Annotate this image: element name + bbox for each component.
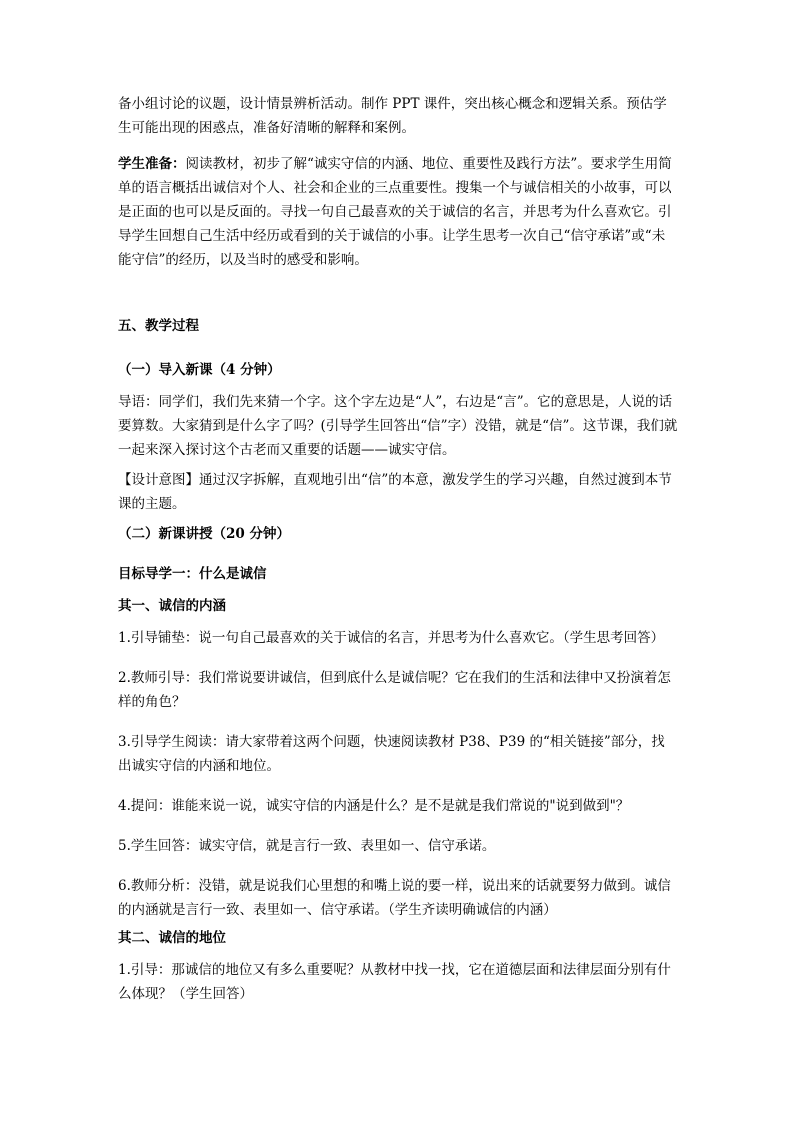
paragraph-intro-lead: 导语：同学们，我们先来猜一个字。这个字左边是“人”，右边是“言”。它的意思是，人说的话要算数。大家猜到是什么字了吗？(引导学生回答出“信”字）没错，就是“信”。这节课，我们就一起来深入探讨这个古老而又重要的话题——诚实守信。: [118, 394, 678, 458]
document-page: [118, 92, 678, 1022]
paragraph-student-prep: [118, 152, 678, 272]
subheading-new-lesson: （二）新课讲授（20 分钟）: [118, 526, 290, 542]
student-prep-label: 学生准备：: [118, 156, 186, 172]
paragraph-design-intent: 【设计意图】通过汉字拆解，直观地引出“信”的本意，激发学生的学习兴趣，自然过渡到本节课的主题。: [118, 472, 672, 512]
subheading-integrity-status: 其二、诚信的地位: [118, 930, 226, 946]
list-item: 4.提问：谁能来说一说，诚实守信的内涵是什么？是不是就是我们常说的"说到做到"？: [118, 798, 630, 814]
paragraph-teacher-prep-continued: 备小组讨论的议题，设计情景辨析活动。制作 PPT 课件，突出核心概念和逻辑关系。预估学生可能出现的困惑点，准备好清晰的解释和案例。: [118, 96, 667, 136]
student-prep-text: 阅读教材，初步了解“诚实守信的内涵、地位、重要性及践行方法”。要求学生用简单的语言概括出诚信对个人、社会和企业的三点重要性。搜集一个与诚信相关的小故事，可以是正面的也可以是反面的。寻找一句自己最喜欢的关于诚信的名言，并思考为什么喜欢它。引导学生回想自己生活中经历或看到的关于诚信的小事。让学生思考一次自己“信守承诺”或“未能守信”的经历，以及当时的感受和影响。: [118, 156, 672, 268]
subheading-introduction: （一）导入新课（4 分钟）: [118, 362, 281, 378]
list-item: 5.学生回答：诚实守信，就是言行一致、表里如一、信守承诺。: [118, 838, 496, 854]
list-item: 2.教师引导：我们常说要讲诚信，但到底什么是诚信呢？它在我们的生活和法律中又扮演着怎样的角色？: [118, 670, 671, 710]
list-item: 1.引导铺垫：说一句自己最喜欢的关于诚信的名言，并思考为什么喜欢它。（学生思考回答）: [118, 630, 665, 646]
list-item: 1.引导：那诚信的地位又有多么重要呢？从教材中找一找，它在道德层面和法律层面分别有什么体现？（学生回答）: [118, 962, 671, 1002]
goal-heading-what-is-integrity: 目标导学一：什么是诚信: [118, 566, 267, 582]
section-heading-teaching-process: 五、教学过程: [118, 318, 199, 334]
list-item: 6.教师分析：没错，就是说我们心里想的和嘴上说的要一样，说出来的话就要努力做到。诚信的内涵就是言行一致、表里如一、信守承诺。（学生齐读明确诚信的内涵）: [118, 878, 671, 918]
list-item: 3.引导学生阅读：请大家带着这两个问题，快速阅读教材 P38、P39 的“相关链接”部分，找出诚实守信的内涵和地位。: [118, 734, 665, 774]
subheading-integrity-meaning: 其一、诚信的内涵: [118, 598, 226, 614]
